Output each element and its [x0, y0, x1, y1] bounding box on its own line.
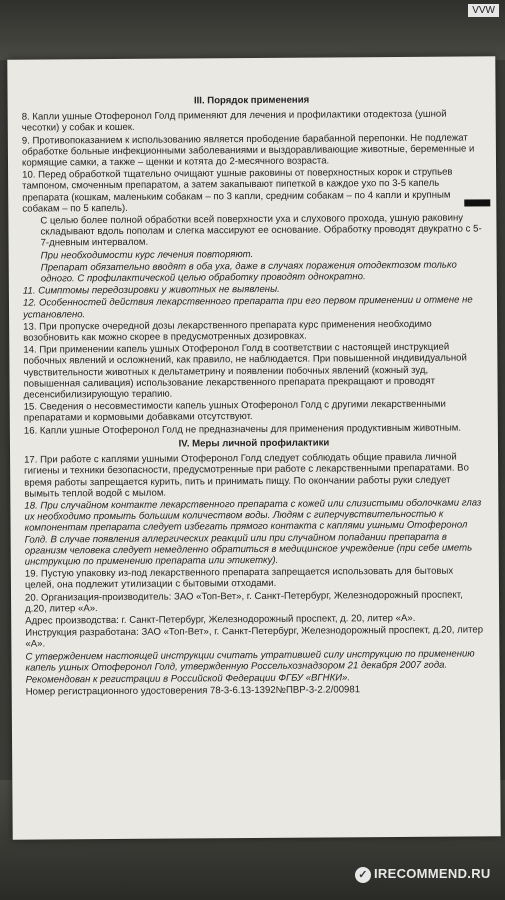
paragraph-10-note: С целью более полной обработки всей поверхности уха и слухового прохода, ушную раковину складывают вдоль пополам и слегка массируют ее основание. Обработку проводят двукратно с 5-7-дневным интервалом. [40, 212, 482, 249]
paragraph-10-both-ears: Препарат обязательно вводят в оба уха, даже в случаях поражения отодектозом только одного. С профилактической целью обработку проводят однократно. [40, 259, 457, 285]
paragraph-11: 11. Симптомы передозировки у животных не выявлены. [22, 284, 280, 297]
paragraph-16: 16. Капли ушные Отоферонол Голд не предназначены для применения продуктивным животным. [23, 422, 462, 437]
paragraph-17: 17. При работе с каплями ушными Отоферонол Голд следует соблюдать общие правила личной гигиены и техники безопасности, предусмотренные при работе с лекарственными препаратами. Во время работы запрещается курить, пить и принимать пищу. По окончании работы руки следует вымыть теплой водой с мылом. [24, 451, 469, 500]
paragraph-15: 15. Сведения о несовместимости капель ушных Отоферонол Голд с другими лекарственными препаратами и кормовыми добавками отсутствуют. [23, 398, 446, 425]
recommend-logo-icon: ✓ [355, 867, 371, 883]
paragraph-20: 20. Организация-производитель: ЗАО «Топ-Вет», г. Санкт-Петербург, Железнодорожный проспект, д.20, литер «А». [25, 589, 463, 615]
watermark-text: IRECOMMEND.RU [374, 866, 491, 881]
background-top [0, 0, 505, 60]
paragraph-10: 10. Перед обработкой тщательно очищают ушные раковины от поверхностных корок и струпьев тампоном, смоченным препаратом, а затем закапывают пипеткой в каждое ухо по 3-5 капель препарата (кошкам, маленьким собакам – по 3 капли, средним собакам – по 4 капли и крупным собакам – по 5 капель). [22, 166, 453, 215]
paragraph-18: 18. При случайном контакте лекарственного препарата с кожей или слизистыми оболочками глаз их необходимо промыть большим количеством воды. Людям с гиперчувствительностью к компонентам препарата следует избегать прямого контакта с каплями ушными Отоферонол Голд. В случае появления аллергических реакций или при случайном попадании препарата в организм человека следует немедленно обратиться в медицинское учреждение (при себе иметь инструкцию по применению препарата или этикетку). [24, 497, 482, 568]
developer-info: Инструкция разработана: ЗАО «Топ-Вет», г. Санкт-Петербург, Железнодорожный проспект, д.20, литер «А». [25, 624, 484, 650]
corner-tag: VVW [468, 4, 499, 17]
paragraph-13: 13. При пропуске очередной дозы лекарственного препарата курс применения необходимо возобновить как можно скорее в предусмотренных дозировках. [23, 318, 432, 344]
paragraph-19: 19. Пустую упаковку из-под лекарственного препарата запрещается использовать для бытовых целей, она подлежит утилизации с бытовыми отходами. [24, 565, 454, 591]
watermark [355, 866, 491, 883]
registration-recommendation: Рекомендован к регистрации в Российской Федерации ФГБУ «ВГНКИ». [25, 672, 351, 686]
section-4-title: IV. Меры личной профилактики [178, 437, 330, 450]
supersession-note: С утверждением настоящей инструкции считать утратившей силу инструкцию по применению капель ушных Отоферонол Голд, утвержденную Россельхознадзором 21 декабря 2007 года. [25, 648, 475, 674]
paragraph-12: 12. Особенностей действия лекарственного препарата при его первом применении и отмене не установлено. [22, 294, 473, 321]
section-3-title: III. Порядок применения [193, 94, 310, 107]
document-body [22, 90, 486, 699]
paragraph-10-repeat: При необходимости курс лечения повторяют. [40, 248, 254, 262]
production-address: Адрес производства: г. Санкт-Петербург, Железнодорожный проспект, д. 20, литер «А». [25, 612, 416, 627]
paragraph-9: 9. Противопоказанием к использованию является прободение барабанной перепонки. Не подлежат обработке больные инфекционными заболеваниями и выздоравливающие животные, беременные и кормящие самки, а также – щенки и котята до 2-месячного возраста. [21, 132, 475, 169]
paragraph-14: 14. При применении капель ушных Отоферонол Голд в соответствии с настоящей инструкцией побочных явлений и осложнений, как правило, не наблюдается. При повышенной индивидуальной чувствительности животных к дельтаметрину и появлении побочных явлений (кожный зуд, повышенная саливация) использование лекарственного препарата прекращают и проводят десенсибилизирующую терапию. [23, 341, 467, 401]
paragraph-8: 8. Капли ушные Отоферонол Голд применяют для лечения и профилактики отодектоза (ушной чесотки) у собак и кошек. [21, 108, 447, 135]
instruction-sheet [7, 56, 500, 839]
registration-number: Номер регистрационного удостоверения 78-3-6.13-1392№ПВР-3-2.2/00981 [25, 684, 361, 698]
